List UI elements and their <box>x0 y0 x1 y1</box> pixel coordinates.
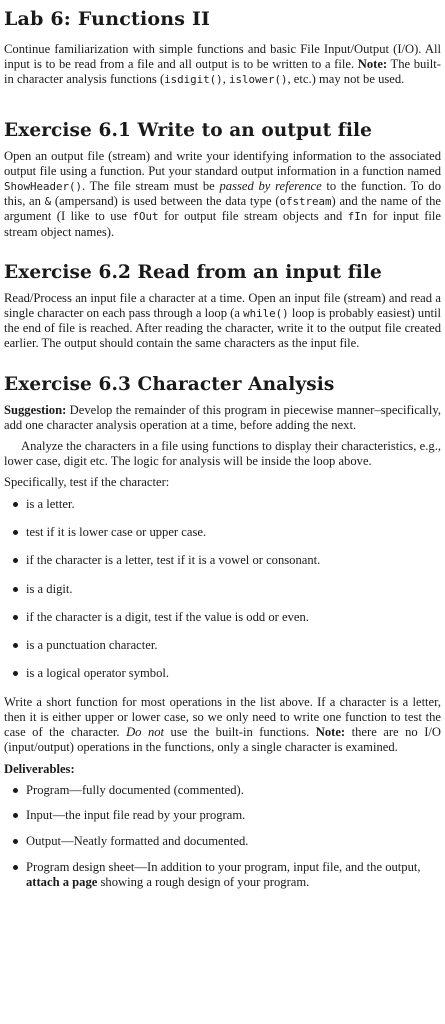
ex1-text-4: (ampersand) is used between the data type ( <box>51 194 280 209</box>
exercise-6-2-heading: Exercise 6.2 Read from an input file <box>4 261 382 283</box>
write-text-2: use the built-in functions. <box>164 725 310 740</box>
list-item: is a digit. <box>26 582 441 597</box>
suggestion-paragraph <box>4 403 441 433</box>
write-text-1: Write a short function for most operations in the list above. If a character is a letter, then it is either upper or lower case, so we only need to write one function to test the case of the character. <box>4 694 441 740</box>
analyze-paragraph: Analyze the characters in a file using functions to display their characteristics, e.g., lower case, digit etc. The logic for analysis will be inside the loop above. <box>4 439 441 469</box>
deliverables-list <box>4 783 441 891</box>
character-tests-list <box>4 497 441 682</box>
specifically-paragraph: Specifically, test if the character: <box>4 475 170 490</box>
intro-comma: , <box>222 72 229 87</box>
list-item: is a letter. <box>26 497 441 512</box>
list-item: if the character is a digit, test if the value is odd or even. <box>26 610 441 625</box>
code-islower: islower() <box>228 73 288 87</box>
list-item: Output—Neatly formatted and documented. <box>26 834 441 849</box>
list-item: if the character is a letter, test if it is a vowel or consonant. <box>26 553 441 568</box>
design-sheet-text-1: Program design sheet—In addition to your program, input file, and the output, <box>26 859 421 874</box>
design-sheet-text-2: showing a rough design of your program. <box>97 875 310 890</box>
note-text-2: there are no I/O (input/output) operations in the functions, only a single character is examined. <box>4 725 441 755</box>
ex1-text-7: for input file stream object names). <box>4 209 441 239</box>
list-item: is a punctuation character. <box>26 638 441 653</box>
suggestion-text: Develop the remainder of this program in piecewise manner–specifically, add one character analysis operation at a time, before adding the next. <box>4 402 442 432</box>
write-function-paragraph <box>4 695 441 756</box>
note-label: Note: <box>357 57 388 72</box>
list-item: Program—fully documented (commented). <box>26 783 441 798</box>
exercise-6-1-paragraph <box>4 149 441 240</box>
ex1-text-1: Open an output file (stream) and write your identifying information to the associated output file using a function. Put your standard output information in a function named <box>4 148 441 178</box>
code-ampersand: & <box>44 195 52 209</box>
list-item: is a logical operator symbol. <box>26 666 441 681</box>
page-title: Lab 6: Functions II <box>4 8 211 30</box>
ex1-text-5: ) and the name of the argument (I like to use <box>4 194 442 224</box>
intro-text: Continue familiarization with simple functions and basic File Input/Output (I/O). All input is to be read from a file and all output is to be written to a file. <box>4 42 441 72</box>
exercise-6-3-heading: Exercise 6.3 Character Analysis <box>4 373 335 395</box>
ex1-text-3: to the function. To do this, an <box>4 179 441 209</box>
intro-note-text: The built-in character analysis functions ( <box>4 57 442 87</box>
list-item: Input—the input file read by your program. <box>26 808 441 823</box>
ex2-text-2: loop is probably easiest) until the end of file is reached. After reading the character, write it to the output file created earlier. The output should contain the same characters as the input file. <box>4 306 441 351</box>
intro-paragraph <box>4 42 441 88</box>
exercise-6-1-heading: Exercise 6.1 Write to an output file <box>4 119 372 141</box>
list-item: test if it is lower case or upper case. <box>26 525 441 540</box>
attach-a-page-bold: attach a page <box>26 875 98 890</box>
ex2-text-1: Read/Process an input file a character at a time. Open an input file (stream) and read a single character on each pass through a loop (a <box>4 290 441 321</box>
exercise-6-2-paragraph <box>4 291 441 352</box>
emphasis-do-not: Do not <box>126 725 165 740</box>
suggestion-label: Suggestion: <box>4 402 67 417</box>
code-ofstream: ofstream <box>279 195 332 209</box>
ex1-text-2: . The file stream must be <box>82 179 220 194</box>
code-while: while() <box>243 307 289 321</box>
code-fout: fOut <box>132 210 159 224</box>
code-showheader: ShowHeader() <box>4 180 83 194</box>
ex1-text-6: for output file stream objects and <box>158 209 348 224</box>
code-fin: fIn <box>347 210 368 224</box>
list-item <box>26 860 441 890</box>
deliverables-heading <box>4 762 441 777</box>
code-isdigit: isdigit() <box>164 73 223 87</box>
intro-note-end: , etc.) may not be used. <box>287 72 405 87</box>
note-label-2: Note: <box>315 725 346 740</box>
deliverables-label: Deliverables: <box>4 761 75 776</box>
emphasis-passed-by-reference: passed by reference <box>219 179 322 194</box>
